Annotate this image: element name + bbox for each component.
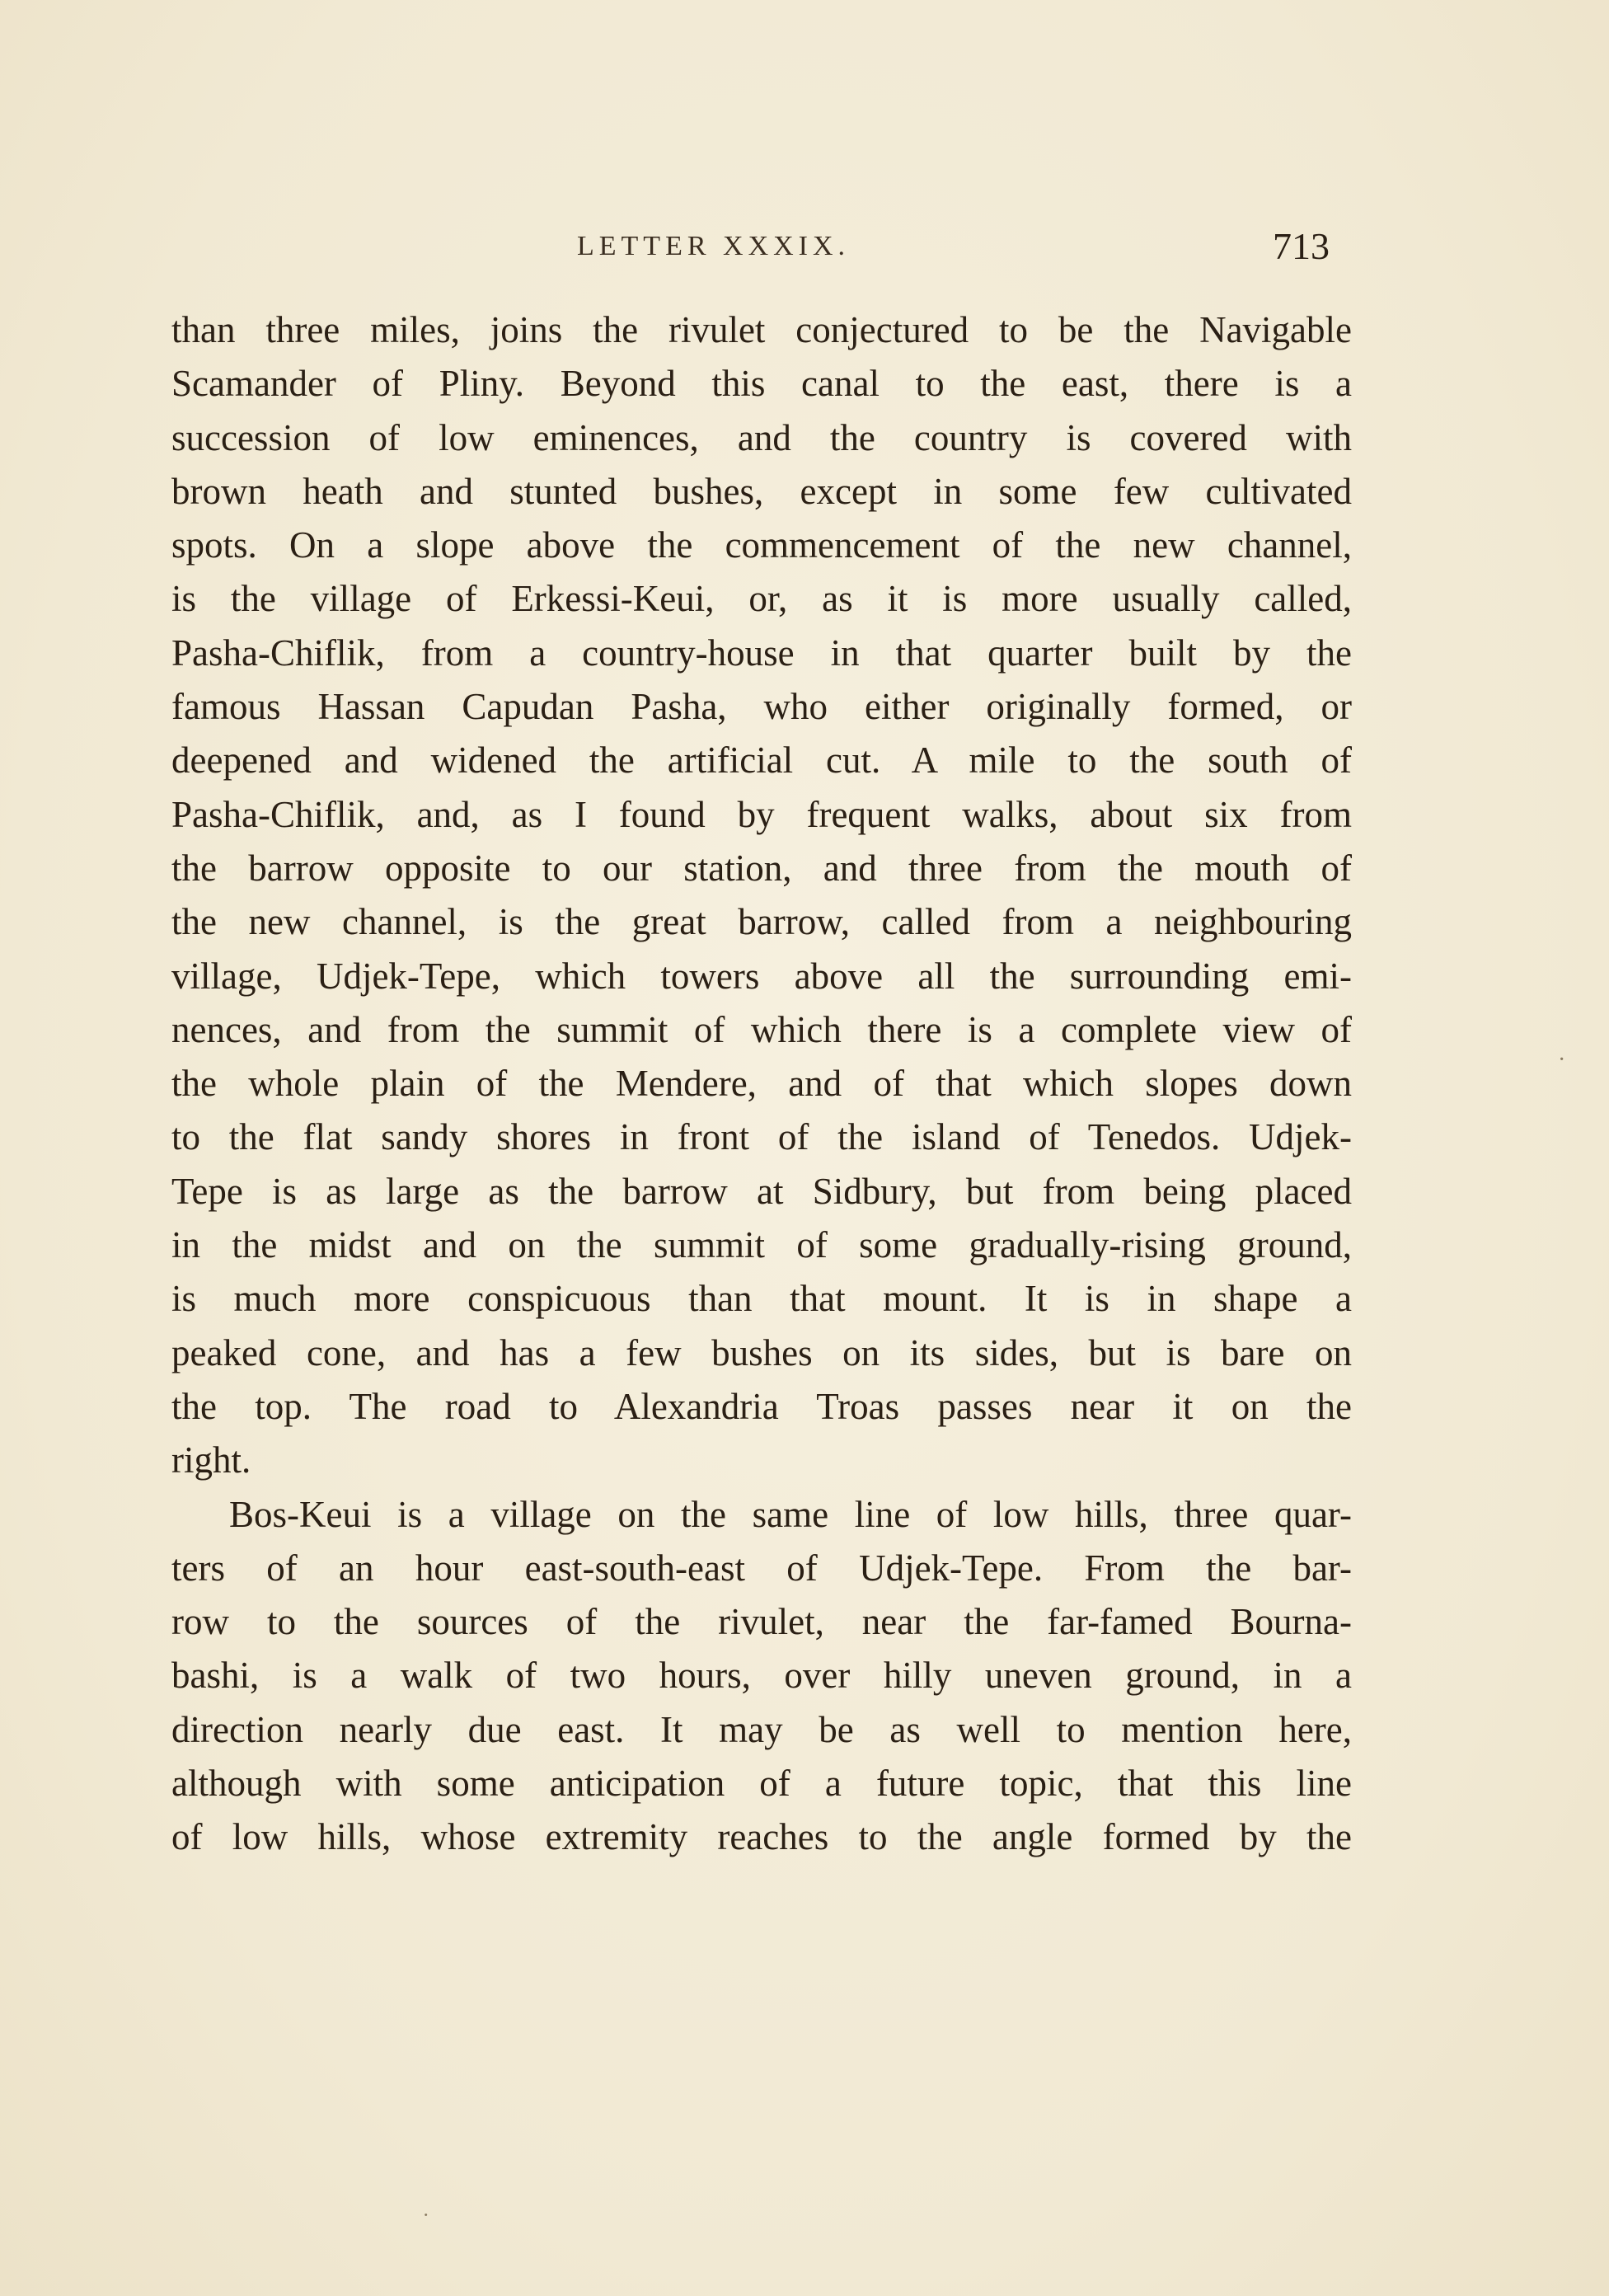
text-line: row to the sources of the rivulet, near the far-famed Bourna- [171,1601,1352,1643]
text-line: the whole plain of the Mendere, and of that which slopes down [171,1063,1352,1105]
text-line: deepened and widened the artificial cut. A mile to the south of [171,740,1352,782]
text-line: to the flat sandy shores in front of the island of Tenedos. Udjek- [171,1116,1352,1158]
paragraph-2 [171,1488,1352,1865]
text-line: right. [171,1439,251,1481]
text-line: brown heath and stunted bushes, except in some few cultivated [171,470,1352,512]
running-head [0,224,1609,274]
text-line: spots. On a slope above the commencement of the new channel, [171,524,1352,566]
text-line: than three miles, joins the rivulet conjectured to be the Navigable [171,309,1352,350]
text-line: Tepe is as large as the barrow at Sidbury, but from being placed [171,1170,1352,1212]
text-line: Bos-Keui is a village on the same line of low hills, three quar- [229,1493,1352,1535]
text-line: is the village of Erkessi-Keui, or, as it is more usually called, [171,578,1352,620]
text-line: although with some anticipation of a future topic, that this line [171,1763,1352,1805]
text-line: peaked cone, and has a few bushes on its sides, but is bare on [171,1331,1352,1373]
running-title: LETTER XXXIX. [577,231,851,261]
text-line: famous Hassan Capudan Pasha, who either originally formed, or [171,686,1352,728]
text-line: village, Udjek-Tepe, which towers above all the surrounding emi- [171,955,1352,997]
paragraph-1 [171,303,1352,1488]
text-line: the top. The road to Alexandria Troas passes near it on the [171,1385,1352,1427]
text-line: the new channel, is the great barrow, called from a neighbouring [171,901,1352,943]
text-line: in the midst and on the summit of some gradually-rising ground, [171,1224,1352,1266]
page-number: 713 [1273,225,1330,267]
text-line: Pasha-Chiflik, and, as I found by frequent walks, about six from [171,793,1352,835]
text-line: nences, and from the summit of which there is a complete view of [171,1008,1352,1050]
text-line: is much more conspicuous than that mount. It is in shape a [171,1278,1352,1320]
text-line: direction nearly due east. It may be as well to mention here, [171,1708,1352,1750]
text-line: ters of an hour east-south-east of Udjek-Tepe. From the bar- [171,1547,1352,1589]
text-line: bashi, is a walk of two hours, over hilly uneven ground, in a [171,1655,1352,1697]
text-line: of low hills, whose extremity reaches to the angle formed by the [171,1816,1352,1858]
body-text [171,303,1352,1865]
text-line: the barrow opposite to our station, and three from the mouth of [171,847,1352,889]
ink-speck-decoration: · [1558,1047,1566,1073]
ink-speck-decoration: ˙ [422,2209,430,2235]
text-line: Scamander of Pliny. Beyond this canal to the east, there is a [171,363,1352,405]
text-line: succession of low eminences, and the country is covered with [171,416,1352,458]
text-line: Pasha-Chiflik, from a country-house in that quarter built by the [171,632,1352,674]
